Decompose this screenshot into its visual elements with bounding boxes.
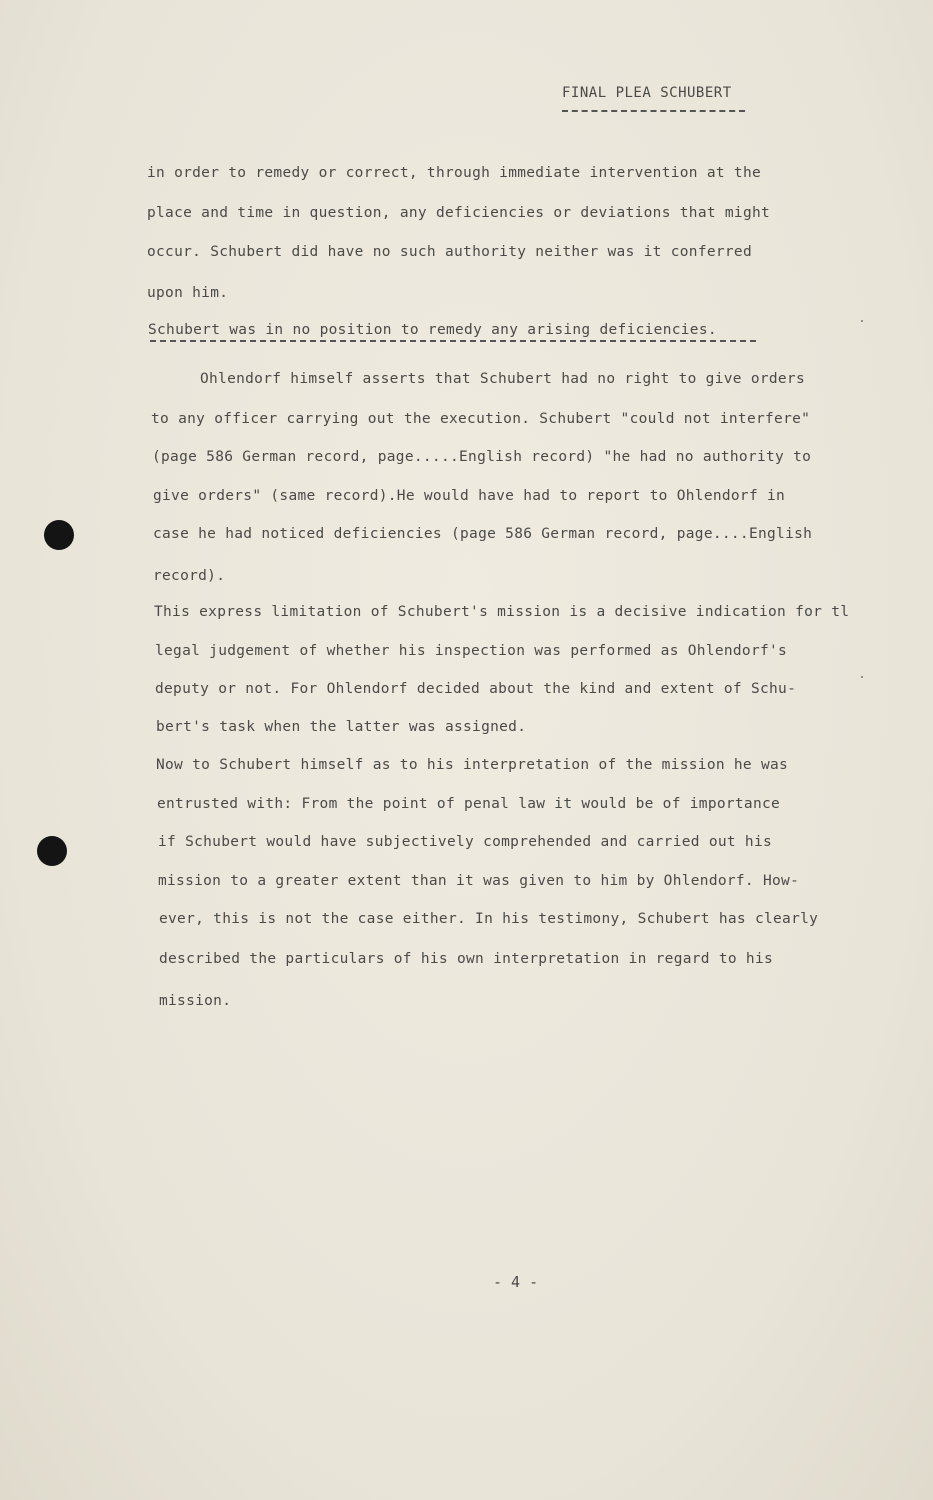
document-header-title: FINAL PLEA SCHUBERT <box>562 85 732 101</box>
body-line: in order to remedy or correct, through immediate intervention at the <box>147 165 762 181</box>
body-line: mission to a greater extent than it was given to him by Ohlendorf. How- <box>158 873 800 889</box>
paper-speck <box>861 320 863 322</box>
body-line: upon him. <box>147 285 229 301</box>
body-line: occur. Schubert did have no such authority neither was it conferred <box>147 244 752 260</box>
body-line: if Schubert would have subjectively comprehended and carried out his <box>158 834 773 850</box>
body-line: case he had noticed deficiencies (page 586 German record, page....English <box>153 526 813 542</box>
body-line: described the particulars of his own interpretation in regard to his <box>159 951 774 967</box>
body-line: give orders" (same record).He would have had to report to Ohlendorf in <box>153 488 786 504</box>
header-underline <box>562 110 745 112</box>
paper-speck <box>861 676 863 678</box>
body-line: bert's task when the latter was assigned. <box>156 719 527 735</box>
punch-hole-bottom <box>37 836 67 866</box>
body-line: place and time in question, any deficiencies or deviations that might <box>147 205 771 221</box>
emphasized-statement: Schubert was in no position to remedy any arising deficiencies. <box>148 322 717 338</box>
body-line: (page 586 German record, page.....English record) "he had no authority to <box>152 449 812 465</box>
body-line: Now to Schubert himself as to his interpretation of the mission he was <box>156 757 789 773</box>
body-line: This express limitation of Schubert's mission is a decisive indication for tl <box>154 604 850 620</box>
page-number: - 4 - <box>493 1273 539 1291</box>
emphasis-underline <box>150 340 756 342</box>
body-line: mission. <box>159 993 232 1009</box>
punch-hole-top <box>44 520 74 550</box>
body-line: entrusted with: From the point of penal law it would be of importance <box>157 796 781 812</box>
body-line: record). <box>153 568 226 584</box>
body-line: ever, this is not the case either. In his testimony, Schubert has clearly <box>159 911 819 927</box>
body-line: deputy or not. For Ohlendorf decided about the kind and extent of Schu- <box>155 681 797 697</box>
body-line: to any officer carrying out the execution. Schubert "could not interfere" <box>151 411 811 427</box>
body-line: legal judgement of whether his inspection was performed as Ohlendorf's <box>155 643 788 659</box>
body-line: Ohlendorf himself asserts that Schubert had no right to give orders <box>200 371 805 387</box>
